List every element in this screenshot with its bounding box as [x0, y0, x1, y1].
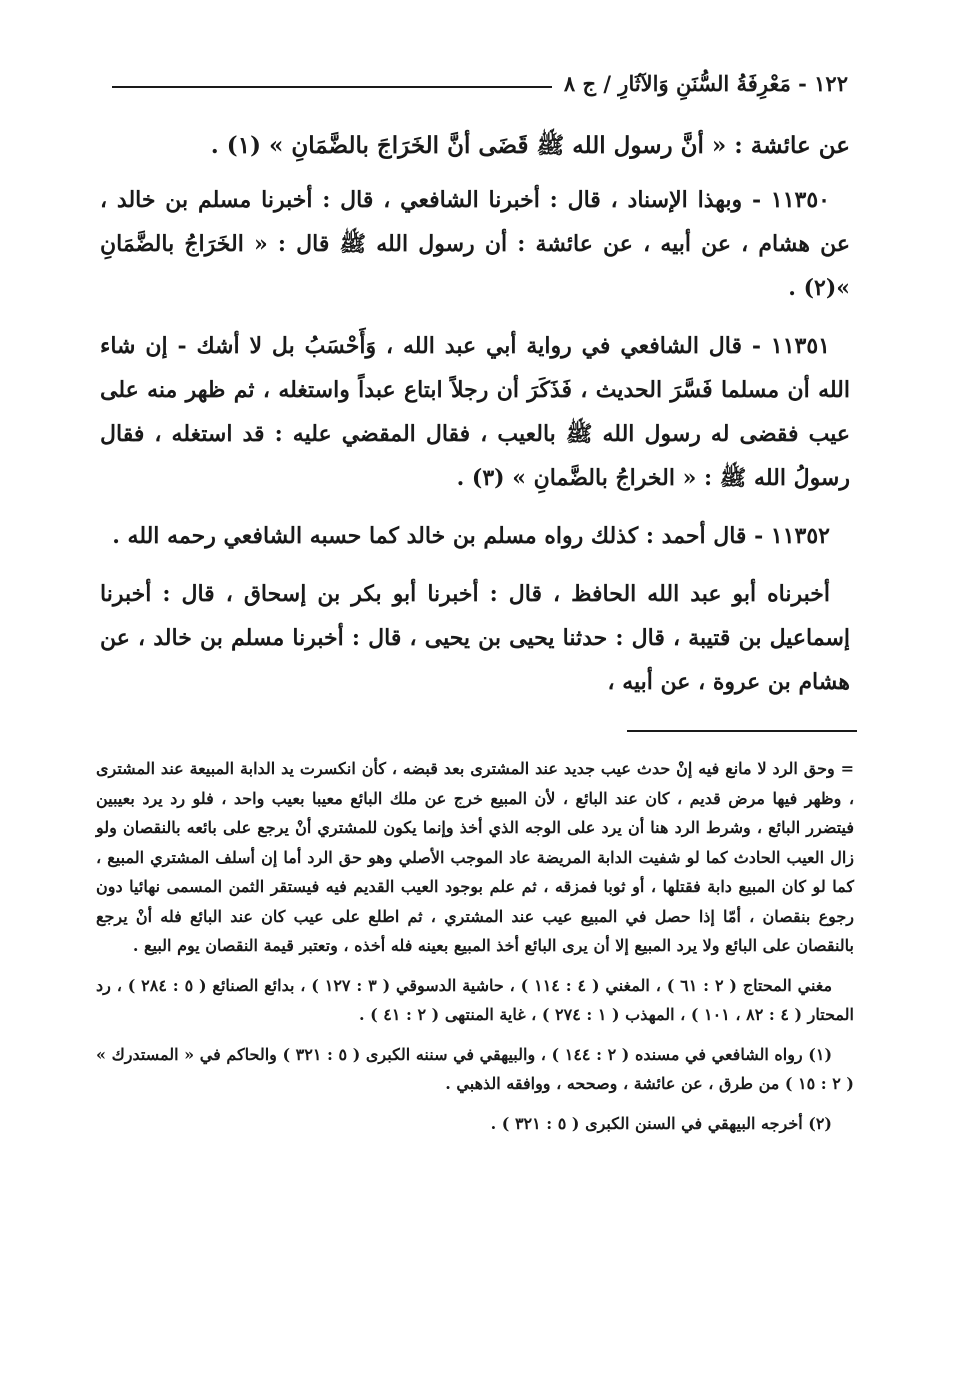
- running-title: ١٢٢ - مَعْرِفَةُ السُّنَنِ وَالآثَارِ / ج ٨: [563, 70, 848, 96]
- footnote-2: (٢) أخرجه البيهقي في السنن الكبرى ( ٥ : ٣٢١ ) .: [490, 1113, 832, 1133]
- footnote-continuation: = وحق الرد لا مانع فيه إنْ حدث عيب جديد عند المشترى بعد قبضه ، كأن انكسرت يد الدابة المبيعة عند المشترى ، وظهر فيها مرض قديم ، كان عند البائع ، لأن المبيع خرج عن ملك البائع معيبا بعيب واحد ، فلو رد يرد بعيبين فيتضرر البائع ، وشرط الرد هنا أن يرد على الوجه الذي أخذ وإنما يكون للمشتري أنْ يرجع على بائعه بالنقصان ولو زال العيب الحادث كما لو شفيت الدابة المريضة عاد الموجب الأصلي وهو حق الرد أما إن أسلف المشتري المبيع ، كما لو كان المبيع دابة فقتلها ، أو ثوبا فمزقه ، ثم علم بوجود العيب القديم فيه فيستقر الثمن المسمى نهائيا دون رجوع بنقصان ، أمّا إذا حصل في المبيع عيب عند المشتري ، ثم اطلع على عيب كان عند البائع فله أنْ يرجع بالنقصان على البائع ولا يرد المبيع إلا أن يرى البائع أخذ المبيع بعينه فله أخذه ، وتعتبر قيمة النقصان يوم البيع .: [96, 759, 855, 955]
- hadith-paragraph: ١١٣٥١ - قال الشافعي في رواية أبي عبد الله ، وَأَحْسَبُ بل لا أشك - إن شاء الله أن مسلما فَسَّرَ الحديث ، فَذَكَرَ أن رجلاً ابتاع عبداً واستغله ، ثم ظهر منه على عيب فقضى له رسول الله ﷺ بالعيب ، فقال المقضي عليه : قد استغله ، فقال رسولُ الله ﷺ : « الخراجُ بالضَّمانِ » (٣) .: [100, 333, 850, 491]
- main-text: [100, 124, 850, 718]
- footnote-separator: [627, 730, 857, 732]
- hadith-paragraph: ١١٣٥٠ - وبهذا الإسناد ، قال : أخبرنا الشافعي ، قال : أخبرنا مسلم بن خالد ، عن هشام ، عن أبيه ، عن عائشة : أن رسول الله ﷺ قال : « الخَرَاجُ بالضَّمَانِ »(٢) .: [100, 187, 850, 301]
- header-rule: [112, 86, 552, 88]
- footnotes: [96, 754, 854, 1148]
- page-header: [112, 66, 848, 100]
- hadith-paragraph: أخبرناه أبو عبد الله الحافظ ، قال : أخبرنا أبو بكر بن إسحاق ، قال : أخبرنا إسماعيل بن قتيبة ، قال : حدثنا يحيى بن يحيى ، قال : أخبرنا مسلم بن خالد ، عن هشام بن عروة ، عن أبيه ،: [100, 581, 850, 695]
- hadith-paragraph: ١١٣٥٢ - قال أحمد : كذلك رواه مسلم بن خالد كما حسبه الشافعي رحمه الله .: [112, 523, 830, 549]
- footnote-references: مغني المحتاج ( ٢ : ٦١ ) ، المغني ( ٤ : ١١٤ ) ، حاشية الدسوقي ( ٣ : ١٢٧ ) ، بدائع الصنائع ( ٥ : ٢٨٤ ) ، رد المحتار ( ٤ : ٨٢ ، ١٠١ ) ، المهذب ( ١ : ٢٧٤ ) ، غاية المنتهى ( ٢ : ٤١ ) .: [96, 975, 854, 1024]
- hadith-paragraph: عن عائشة : « أنَّ رسول الله ﷺ قَضَى أنَّ الخَرَاجَ بالضَّمَانِ » (١) .: [210, 132, 850, 159]
- footnote-1: (١) رواه الشافعي في مسنده ( ٢ : ١٤٤ ) ، والبيهقي في سننه الكبرى ( ٥ : ٣٢١ ) والحاكم في « المستدرك » ( ٢ : ١٥ ) من طرق ، عن عائشة ، وصححه ، ووافقه الذهبي .: [96, 1044, 854, 1093]
